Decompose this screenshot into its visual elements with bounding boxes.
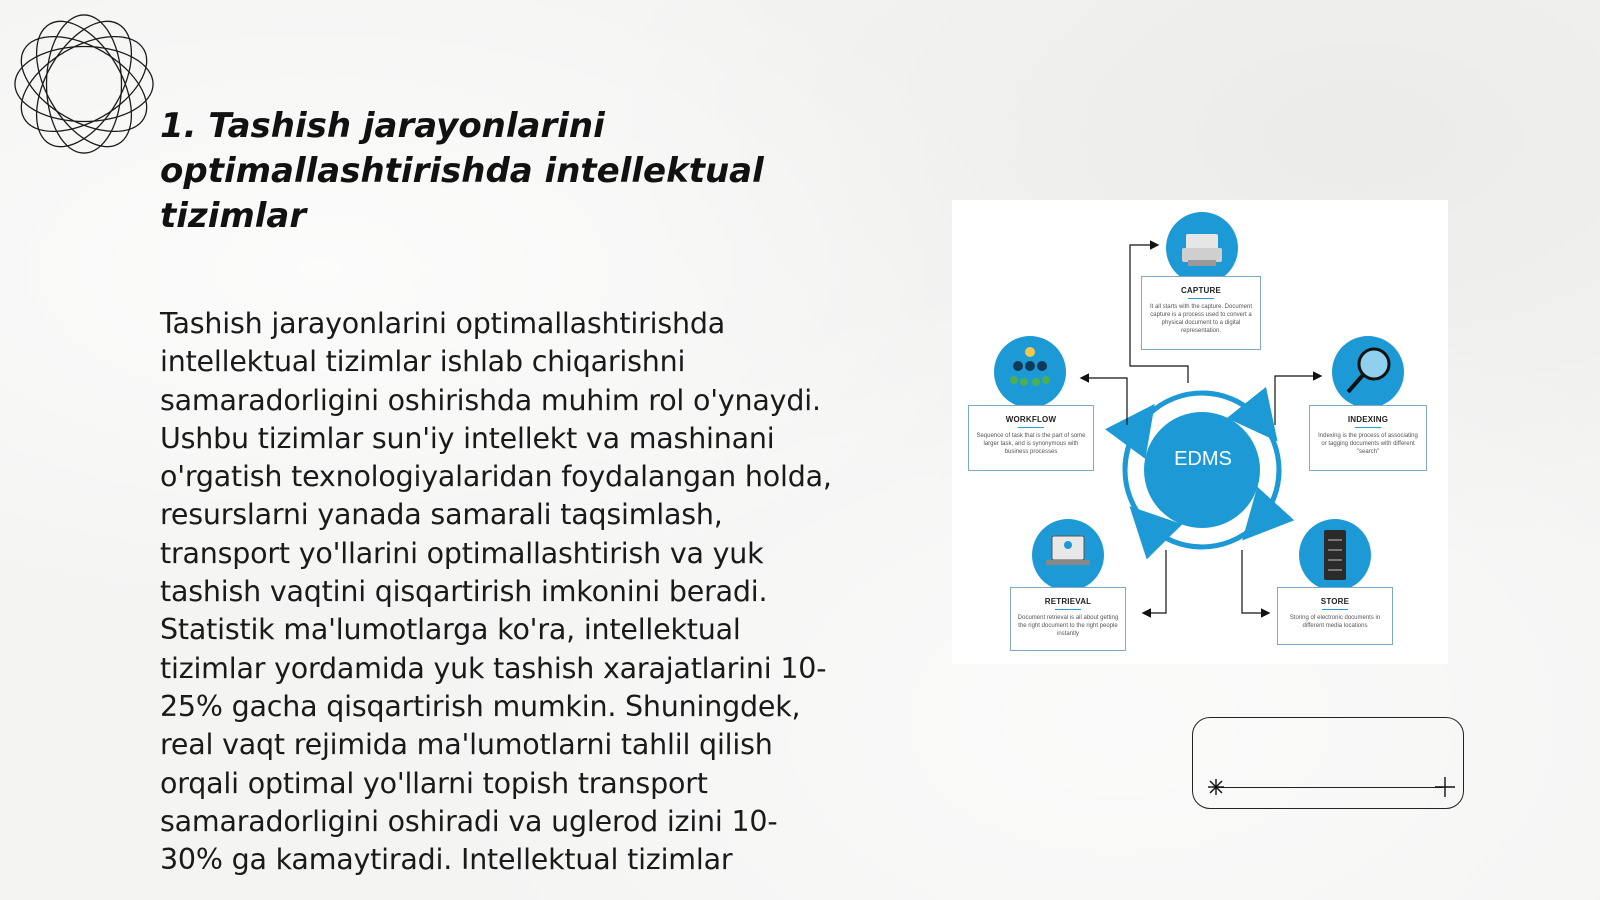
slide-title: 1. Tashish jarayonlarini optimallashtirishda intellektual tizimlar xyxy=(160,106,764,236)
scanner-icon xyxy=(1166,212,1238,284)
laptop-icon xyxy=(1032,519,1104,591)
orbit-rings-icon xyxy=(10,10,158,158)
retrieval-desc: Document retrieval is all about getting the right document to the right people instantly xyxy=(1017,615,1119,637)
store-desc: Storing of electronic documents in different media locations xyxy=(1289,615,1381,629)
indexing-box xyxy=(1309,405,1427,471)
capture-desc: It all starts with the capture. Document capture is a process used to convert a physical document to a digital representation. xyxy=(1149,304,1253,334)
decorative-slider-box xyxy=(1192,717,1464,809)
workflow-desc: Sequence of task that is the part of some larger task, and is synonymous with business processes xyxy=(976,433,1086,455)
team-icon xyxy=(994,336,1066,408)
indexing-desc: Indexing is the process of associating or tagging documents with different "search" xyxy=(1318,433,1418,455)
sparkle-icon xyxy=(1207,778,1225,796)
server-icon xyxy=(1299,519,1371,591)
retrieval-box xyxy=(1010,587,1126,651)
workflow-title: WORKFLOW xyxy=(1005,415,1057,424)
magnifier-icon xyxy=(1332,336,1404,408)
store-box xyxy=(1277,587,1393,645)
indexing-title: INDEXING xyxy=(1347,415,1389,424)
edms-center-label: EDMS xyxy=(1174,448,1232,470)
edms-diagram xyxy=(952,200,1448,664)
crosshair-icon xyxy=(1434,776,1456,798)
store-title: STORE xyxy=(1320,597,1350,606)
slide-body-text: Tashish jarayonlarini optimallashtirishda intellektual tizimlar ishlab chiqarishni samaradorligini oshirishda muhim rol o'ynaydi. Ushbu tizimlar sun'iy intellekt va mashinani o'rgatish texnologiyalaridan foydalangan holda, resurslarni yanada samarali taqsimlash, transport yo'llarini optimallashtirish va yuk tashish vaqtini qisqartirish imkonini beradi. Statistik ma'lumotlarga ko'ra, intellektual tizimlar yordamida yuk tashish xarajatlarini 10-25% gacha qisqartirish mumkin. Shuningdek, real vaqt rejimida ma'lumotlarni tahlil qilish orqali optimal yo'llarni topish transport samaradorligini oshiradi va uglerod izini 10-30% ga kamaytiradi. Intellektual tizimlar xyxy=(160,307,832,877)
slider-line xyxy=(1215,787,1443,788)
workflow-box xyxy=(968,405,1094,471)
capture-box xyxy=(1141,276,1261,350)
capture-title: CAPTURE xyxy=(1180,286,1222,295)
retrieval-title: RETRIEVAL xyxy=(1044,597,1092,606)
